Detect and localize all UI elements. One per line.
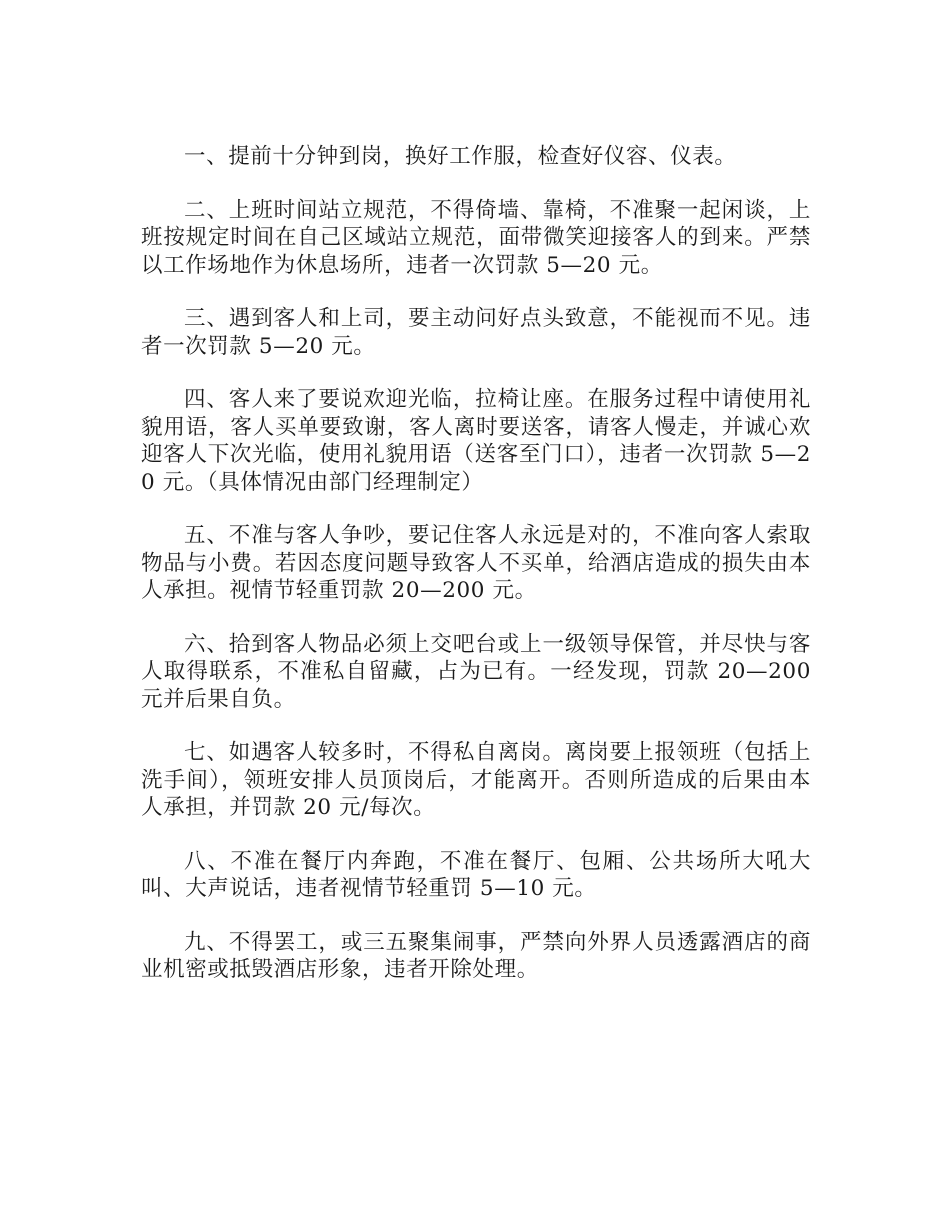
rule-paragraph-6: 六、拾到客人物品必须上交吧台或上一级领导保管，并尽快与客人取得联系，不准私自留藏，占为已有。一经发现，罚款 20—200 元并后果自负。 xyxy=(141,631,811,712)
rule-paragraph-5: 五、不准与客人争吵，要记住客人永远是对的，不准向客人索取物品与小费。若因态度问题导致客人不买单，给酒店造成的损失由本人承担。视情节轻重罚款 20—200 元。 xyxy=(141,523,811,603)
rule-paragraph-1: 一、提前十分钟到岗，换好工作服，检查好仪容、仪表。 xyxy=(184,144,737,169)
document-body xyxy=(141,143,811,1010)
rule-paragraph-4: 四、客人来了要说欢迎光临，拉椅让座。在服务过程中请使用礼貌用语，客人买单要致谢，客人离时要送客，请客人慢走，并诚心欢迎客人下次光临，使用礼貌用语（送客至门口），违者一次罚款 5—20 元。（具体情况由部门经理制定） xyxy=(141,387,811,495)
rule-paragraph-2: 二、上班时间站立规范，不得倚墙、靠椅，不准聚一起闲谈，上班按规定时间在自己区域站立规范，面带微笑迎接客人的到来。严禁以工作场地作为休息场所，违者一次罚款 5—20 元。 xyxy=(141,197,811,278)
rule-paragraph-9: 九、不得罢工，或三五聚集闹事，严禁向外界人员透露酒店的商业机密或抵毁酒店形象，违者开除处理。 xyxy=(141,929,811,982)
rule-paragraph-8: 八、不准在餐厅内奔跑，不准在餐厅、包厢、公共场所大吼大叫、大声说话，违者视情节轻重罚 5—10 元。 xyxy=(141,848,811,901)
rule-paragraph-7: 七、如遇客人较多时，不得私自离岗。离岗要上报领班（包括上洗手间），领班安排人员顶岗后，才能离开。否则所造成的后果由本人承担，并罚款 20 元/每次。 xyxy=(141,740,811,820)
rule-paragraph-3: 三、遇到客人和上司，要主动问好点头致意，不能视而不见。违者一次罚款 5—20 元。 xyxy=(141,306,811,359)
